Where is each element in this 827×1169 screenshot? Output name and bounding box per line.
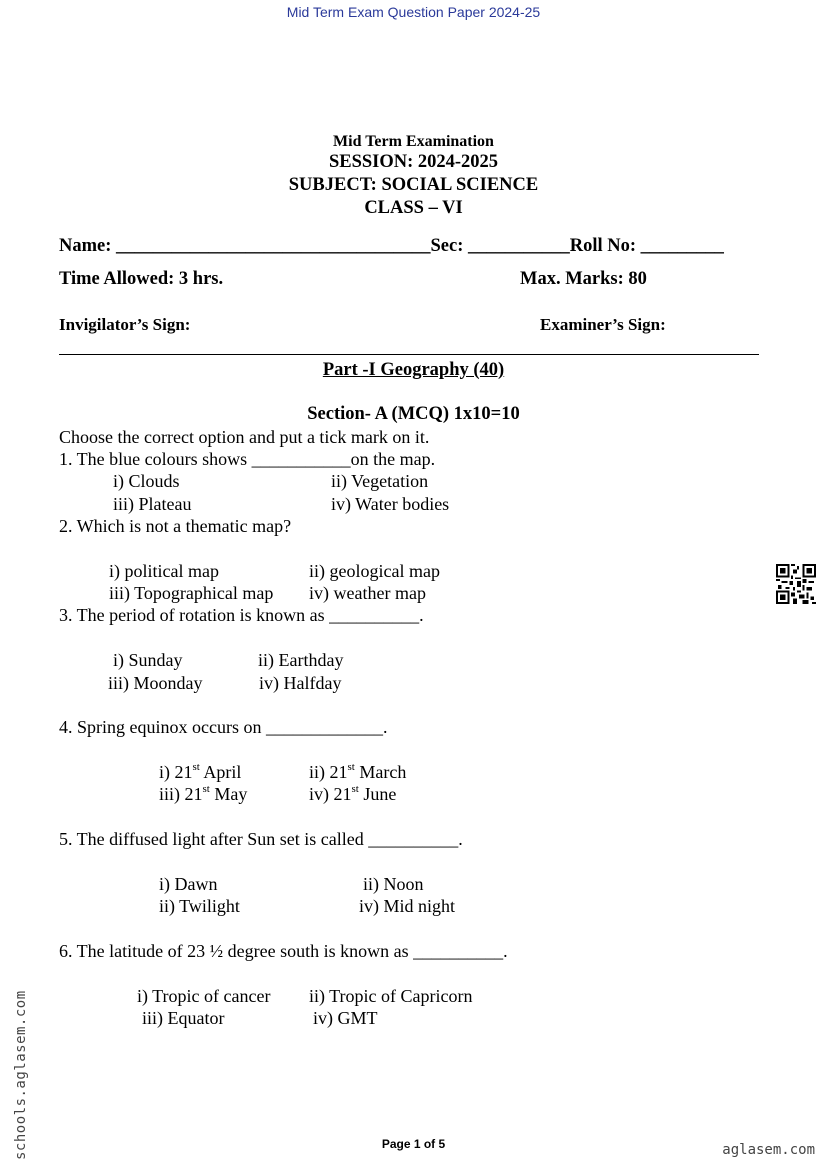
q2-option-1: i) political map — [109, 561, 219, 581]
qr-code-icon[interactable] — [776, 564, 816, 604]
instruction: Choose the correct option and put a tick mark on it. — [59, 427, 430, 447]
exam-title: Mid Term Examination — [333, 133, 494, 150]
q5-option-2: ii) Noon — [363, 874, 424, 894]
q1-option-2: ii) Vegetation — [331, 471, 429, 491]
page-number: Page 1 of 5 — [381, 1137, 446, 1151]
q2-option-3: iii) Topographical map — [109, 583, 274, 603]
question-6: 6. The latitude of 23 ½ degree south is known as __________. — [59, 941, 508, 961]
max-marks: Max. Marks: 80 — [520, 269, 647, 289]
examiner-sign: Examiner’s Sign: — [540, 315, 666, 334]
q4-option-2: ii) 21st March — [309, 761, 407, 782]
q4-option-4: iv) 21st June — [309, 783, 397, 804]
q2-option-4: iv) weather map — [309, 583, 426, 603]
subject-title: SUBJECT: SOCIAL SCIENCE — [288, 175, 539, 195]
q1-option-1: i) Clouds — [113, 471, 180, 491]
question-2: 2. Which is not a thematic map? — [59, 516, 292, 536]
q5-option-1: i) Dawn — [159, 874, 218, 894]
part-heading: Part -I Geography (40) — [322, 360, 505, 380]
question-4: 4. Spring equinox occurs on _____________. — [59, 717, 388, 737]
q3-option-4: iv) Halfday — [259, 673, 342, 693]
q4-option-3: iii) 21st May — [159, 783, 248, 804]
name-sec-roll-line: Name: __________________________________Sec: ___________Roll No: _________ — [59, 236, 724, 256]
q3-option-3: iii) Moonday — [108, 673, 203, 693]
time-allowed: Time Allowed: 3 hrs. — [59, 269, 224, 289]
q2-option-2: ii) geological map — [309, 561, 440, 581]
corner-watermark: aglasem.com — [722, 1142, 815, 1158]
q3-option-1: i) Sunday — [113, 650, 183, 670]
question-5: 5. The diffused light after Sun set is called __________. — [59, 829, 463, 849]
q1-option-4: iv) Water bodies — [331, 494, 450, 514]
q3-option-2: ii) Earthday — [258, 650, 344, 670]
top-link[interactable]: Mid Term Exam Question Paper 2024-25 — [286, 4, 541, 20]
question-1: 1. The blue colours shows ___________on the map. — [59, 449, 436, 469]
q1-option-3: iii) Plateau — [113, 494, 192, 514]
section-heading: Section- A (MCQ) 1x10=10 — [307, 404, 520, 424]
q5-option-4: iv) Mid night — [359, 896, 456, 916]
q4-option-1: i) 21st April — [159, 761, 242, 782]
q6-option-1: i) Tropic of cancer — [137, 986, 271, 1006]
class-title: CLASS – VI — [364, 198, 463, 218]
q6-option-4: iv) GMT — [313, 1008, 378, 1028]
session-title: SESSION: 2024-2025 — [328, 152, 499, 172]
q6-option-3: iii) Equator — [142, 1008, 225, 1028]
q6-option-2: ii) Tropic of Capricorn — [309, 986, 473, 1006]
question-3: 3. The period of rotation is known as __________. — [59, 605, 424, 625]
invigilator-sign: Invigilator’s Sign: — [59, 315, 191, 334]
q5-option-3: ii) Twilight — [159, 896, 240, 916]
side-watermark: schools.aglasem.com — [13, 990, 29, 1160]
divider-line — [59, 354, 759, 355]
